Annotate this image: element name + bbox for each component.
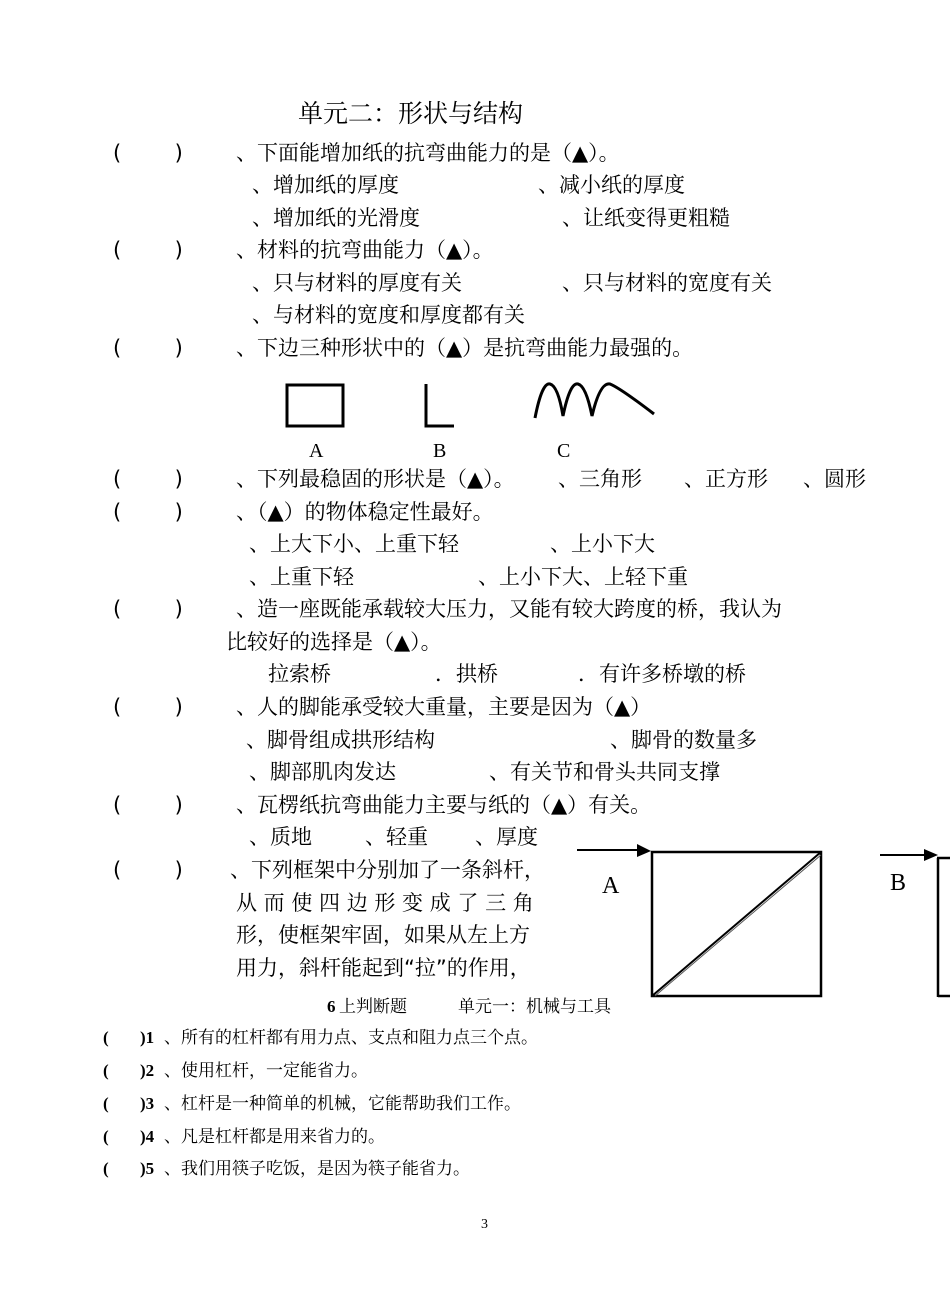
judge-number: )4: [140, 1127, 155, 1146]
option: 、正方形: [684, 467, 768, 491]
question-stem: 、下列框架中分别加了一条斜杆，: [230, 858, 545, 882]
option: 、减小纸的厚度: [538, 173, 685, 197]
diagonal-rod-a: [652, 852, 821, 996]
angle-shape: [426, 384, 454, 426]
option: ．有许多桥墩的桥: [578, 662, 746, 686]
judge-blank[interactable]: (: [103, 1028, 109, 1047]
figure-label: C: [557, 440, 571, 462]
square-shape: [287, 385, 343, 426]
arrow-head-b: [924, 849, 938, 861]
question-stem: 、（▲）的物体稳定性最好。: [236, 500, 494, 524]
answer-blank[interactable]: ( ): [113, 597, 183, 621]
frame-label-b: B: [890, 870, 907, 896]
option: 、上重下轻: [249, 565, 354, 589]
judge-text: 、杠杆是一种简单的机械，它能帮助我们工作。: [164, 1094, 521, 1113]
judge-text: 、所有的杠杆都有用力点、支点和阻力点三个点。: [164, 1028, 538, 1047]
question-stem: 、造一座既能承载较大压力，又能有较大跨度的桥，我认为: [236, 597, 782, 621]
judge-text: 、凡是杠杆都是用来省力的。: [164, 1127, 385, 1146]
option: 、只与材料的厚度有关: [252, 271, 462, 295]
option: 、圆形: [803, 467, 866, 491]
diagonal-rod-a-2: [655, 855, 821, 996]
option: 、质地: [249, 825, 312, 849]
option: 、脚部肌肉发达: [249, 760, 396, 784]
answer-blank[interactable]: ( ): [113, 858, 183, 882]
answer-blank[interactable]: ( ): [113, 238, 183, 262]
question-stem: 、人的脚能承受较大重量，主要是因为（▲）: [236, 695, 652, 719]
judge-blank[interactable]: (: [103, 1127, 109, 1146]
section-title: 上判断题: [339, 997, 407, 1016]
section-unit: 单元一：机械与工具: [458, 997, 611, 1016]
judge-blank[interactable]: (: [103, 1061, 109, 1080]
answer-blank[interactable]: ( ): [113, 793, 183, 817]
option: 、增加纸的光滑度: [252, 206, 420, 230]
frame-label-a: A: [602, 873, 620, 899]
option: 、上大下小、上重下轻: [249, 532, 459, 556]
answer-blank[interactable]: ( ): [113, 141, 183, 165]
wave-shape: [535, 384, 654, 418]
question-stem: 、下边三种形状中的（▲）是抗弯曲能力最强的。: [236, 336, 694, 360]
judge-number: )1: [140, 1028, 155, 1047]
option: ．拱桥: [435, 662, 498, 686]
judge-blank[interactable]: (: [103, 1159, 109, 1178]
figure-label: A: [309, 440, 324, 462]
figure-label: B: [433, 440, 447, 462]
option: 、增加纸的厚度: [252, 173, 399, 197]
shape-figures: [280, 378, 670, 438]
judge-number: )2: [140, 1061, 155, 1080]
judge-text: 、使用杠杆，一定能省力。: [164, 1061, 368, 1080]
option: 、有关节和骨头共同支撑: [489, 760, 720, 784]
option: 、厚度: [475, 825, 538, 849]
question-stem: 、材料的抗弯曲能力（▲）。: [236, 238, 494, 262]
option: 、三角形: [558, 467, 642, 491]
page-number: 3: [481, 1217, 488, 1232]
option: 、只与材料的宽度有关: [562, 271, 772, 295]
judge-number: )5: [140, 1159, 155, 1178]
answer-blank[interactable]: ( ): [113, 467, 183, 491]
question-stem-cont: 形，使框架牢固，如果从左上方: [236, 923, 530, 947]
page-title: 单元二：形状与结构: [298, 99, 524, 128]
answer-blank[interactable]: ( ): [113, 336, 183, 360]
answer-blank[interactable]: ( ): [113, 500, 183, 524]
option: 、上小下大: [550, 532, 655, 556]
judge-blank[interactable]: (: [103, 1094, 109, 1113]
arrow-head-a: [637, 844, 651, 857]
question-stem-cont: 从 而 使 四 边 形 变 成 了 三 角: [236, 891, 534, 915]
option: 、轻重: [365, 825, 428, 849]
option: 、让纸变得更粗糙: [562, 206, 730, 230]
option: 、脚骨的数量多: [610, 728, 757, 752]
answer-blank[interactable]: ( ): [113, 695, 183, 719]
option: 、与材料的宽度和厚度都有关: [252, 303, 525, 327]
section-number: 6: [327, 997, 336, 1016]
option: 、上小下大、上轻下重: [478, 565, 688, 589]
judge-number: )3: [140, 1094, 155, 1113]
judge-text: 、我们用筷子吃饭，是因为筷子能省力。: [164, 1159, 470, 1178]
question-stem: 、下面能增加纸的抗弯曲能力的是（▲）。: [236, 141, 620, 165]
frame-figures: [575, 840, 950, 1000]
question-stem-cont: 用力，斜杆能起到“拉”的作用，: [236, 956, 531, 980]
question-stem-cont: 比较好的选择是（▲）。: [226, 630, 442, 654]
question-stem: 、下列最稳固的形状是（▲）。: [236, 467, 515, 491]
option: 、脚骨组成拱形结构: [246, 728, 435, 752]
option: 拉索桥: [268, 662, 331, 686]
question-stem: 、瓦楞纸抗弯曲能力主要与纸的（▲）有关。: [236, 793, 652, 817]
